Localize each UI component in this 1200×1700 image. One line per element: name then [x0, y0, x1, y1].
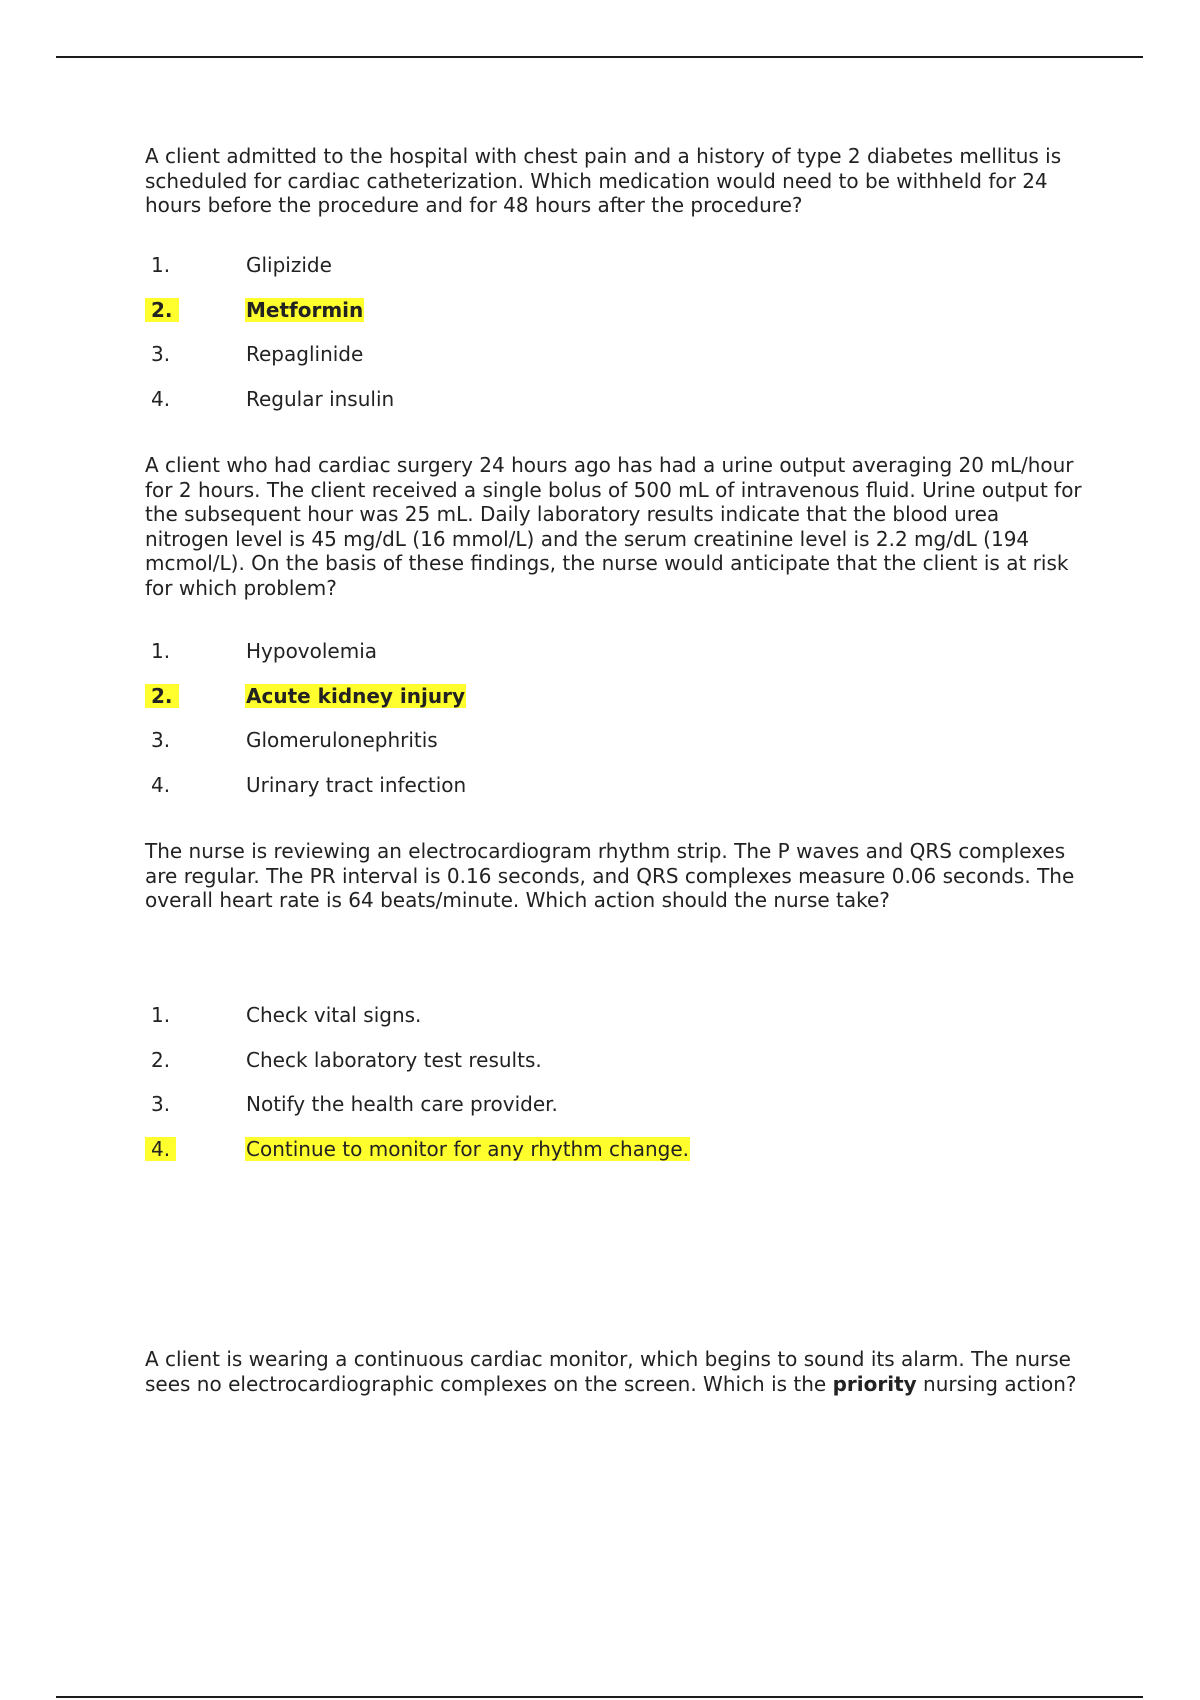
question-4-text-after: nursing action? [916, 1371, 1077, 1396]
option-item [145, 993, 690, 1038]
option-number: 4. [145, 1137, 176, 1161]
question-4-text [145, 1347, 1085, 1396]
question-1-text: A client admitted to the hospital with chest pain and a history of type 2 diabetes mellitus is scheduled for cardiac catheterization. Which medication would need to be withheld for 24 hours before the procedure and for 48 hours after the procedure? [145, 144, 1062, 217]
option-text: Glomerulonephritis [246, 728, 438, 753]
option-text: Hypovolemia [246, 639, 378, 664]
option-number: 4. [151, 386, 171, 411]
option-text: Notify the health care provider. [246, 1092, 558, 1117]
option-text: Acute kidney injury [246, 683, 466, 708]
option-item [145, 243, 395, 288]
option-item [145, 629, 467, 674]
option-item-highlighted [145, 674, 467, 719]
option-number: 3. [151, 728, 171, 753]
question-2-text: A client who had cardiac surgery 24 hours ago has had a urine output averaging 20 mL/hour for 2 hours. The client received a single bolus of 500 mL of intravenous fluid. Urine output for the subsequent hour was 25 mL. Daily laboratory results indicate that the blood urea nitrogen level is 45 mg/dL (16 mmol/L) and the serum creatinine level is 2.2 mg/dL (194 mcmol/L). On the basis of these findings, the nurse would anticipate that the client is at risk for which problem? [145, 453, 1082, 600]
option-number: 2. [145, 684, 179, 708]
question-2-options [145, 629, 467, 807]
top-rule [56, 56, 1143, 58]
question-4-text-before: A client is wearing a continuous cardiac monitor, which begins to sound its alarm. The nurse sees no electrocardiographic complexes on the screen. Which is the [145, 1347, 1071, 1396]
option-number: 1. [151, 1003, 171, 1028]
option-item [145, 1038, 690, 1083]
question-3-options [145, 993, 690, 1171]
option-text: Metformin [246, 297, 364, 322]
option-number: 1. [151, 639, 171, 664]
option-number: 3. [151, 342, 171, 367]
option-text: Regular insulin [246, 386, 395, 411]
option-text: Check laboratory test results. [246, 1047, 542, 1072]
option-number: 1. [151, 253, 171, 278]
option-item [145, 763, 467, 808]
option-text: Urinary tract infection [246, 772, 467, 797]
option-item [145, 332, 395, 377]
option-item-highlighted [145, 288, 395, 333]
question-1-options [145, 243, 395, 421]
option-number: 2. [145, 298, 179, 322]
option-item [145, 1082, 690, 1127]
option-text: Glipizide [246, 253, 332, 278]
question-3-text: The nurse is reviewing an electrocardiogram rhythm strip. The P waves and QRS complexes are regular. The PR interval is 0.16 seconds, and QRS complexes measure 0.06 seconds. The overall heart rate is 64 beats/minute. Which action should the nurse take? [145, 839, 1075, 912]
option-number: 3. [151, 1092, 171, 1117]
option-item [145, 718, 467, 763]
option-text: Repaglinide [246, 342, 364, 367]
bottom-rule [56, 1696, 1143, 1698]
option-item [145, 377, 395, 422]
option-number: 2. [151, 1047, 171, 1072]
option-text: Continue to monitor for any rhythm change. [246, 1136, 690, 1161]
question-4-text-bold: priority [832, 1371, 917, 1396]
option-item-highlighted [145, 1127, 690, 1172]
option-text: Check vital signs. [246, 1003, 422, 1028]
option-number: 4. [151, 772, 171, 797]
